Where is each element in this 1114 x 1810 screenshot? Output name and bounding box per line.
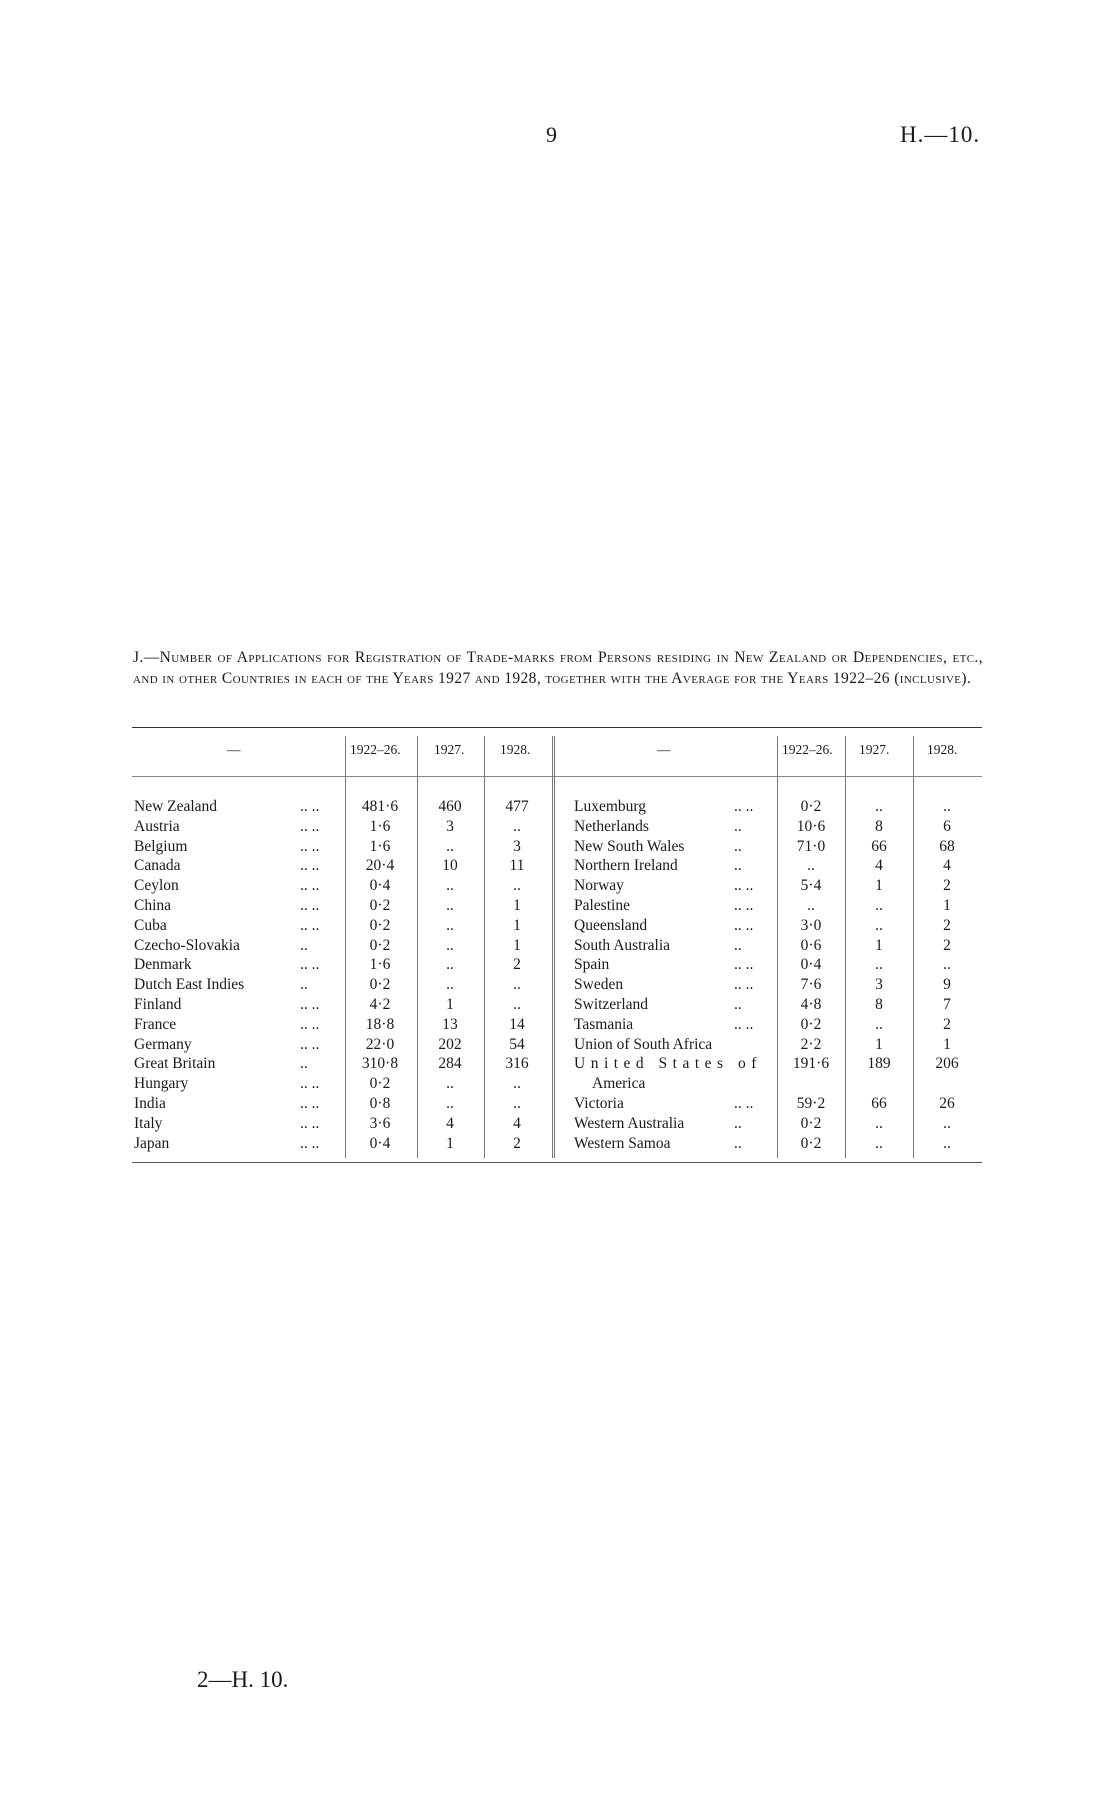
country-name: Belgium <box>134 837 188 855</box>
leader-dots: .. .. <box>734 1095 754 1112</box>
value-cell: .. <box>875 1114 883 1132</box>
leader-dots: .. .. <box>300 1015 320 1033</box>
country-name: Northern Ireland <box>574 857 678 875</box>
value-cell: .. <box>943 956 951 974</box>
country-name: Ceylon <box>134 877 179 895</box>
value-cell: .. <box>446 956 454 974</box>
leader-dots: .. <box>734 1114 742 1132</box>
value-cell: .. <box>446 1095 454 1112</box>
value-cell: 66 <box>871 837 887 855</box>
leader-dots: .. .. <box>734 916 754 934</box>
value-cell: 68 <box>939 837 955 855</box>
value-cell: 1 <box>446 996 454 1013</box>
value-cell: 2 <box>513 956 521 974</box>
value-cell: 1 <box>943 1035 951 1053</box>
leader-dots: .. .. <box>734 976 754 994</box>
value-cell: .. <box>446 916 454 934</box>
value-cell: 0·4 <box>800 956 822 974</box>
country-name: Italy <box>134 1114 163 1132</box>
country-name: Switzerland <box>574 996 649 1013</box>
header-left-1928: 1928. <box>500 742 531 757</box>
value-cell: .. <box>513 817 521 835</box>
leader-dots: .. .. <box>300 996 320 1013</box>
value-cell: 59·2 <box>796 1095 826 1112</box>
value-cell: 1 <box>513 916 521 934</box>
value-cell: 8 <box>875 996 883 1013</box>
value-cell: .. <box>943 798 951 815</box>
value-cell: 0·2 <box>369 897 391 914</box>
country-name: Netherlands <box>574 817 649 835</box>
country-name: India <box>134 1095 166 1112</box>
value-cell: 191·6 <box>792 1055 830 1073</box>
value-cell: 0·2 <box>800 1134 822 1152</box>
country-name: Victoria <box>574 1095 624 1112</box>
value-cell: 1·6 <box>369 837 391 855</box>
value-cell: 10·6 <box>796 817 826 835</box>
value-cell: 3·6 <box>369 1114 391 1132</box>
value-cell: 310·8 <box>361 1055 399 1073</box>
leader-dots: .. .. <box>300 798 320 815</box>
country-name: Cuba <box>134 916 167 934</box>
value-cell: 4 <box>943 857 951 875</box>
leader-dots: .. .. <box>734 877 754 895</box>
country-name: Denmark <box>134 956 192 974</box>
country-name: Germany <box>134 1035 192 1053</box>
value-cell: 7 <box>943 996 951 1013</box>
value-cell: 7·6 <box>800 976 822 994</box>
value-cell: 10 <box>442 857 458 875</box>
value-cell: .. <box>513 1075 521 1093</box>
leader-dots: .. .. <box>734 956 754 974</box>
value-cell: 0·6 <box>800 936 822 954</box>
value-cell: 2·2 <box>800 1035 822 1053</box>
value-cell: 22·0 <box>365 1035 395 1053</box>
country-name: Austria <box>134 817 180 835</box>
value-cell: 3 <box>875 976 883 994</box>
value-cell: 2 <box>943 1015 951 1033</box>
value-cell: .. <box>875 956 883 974</box>
leader-dots: .. .. <box>300 916 320 934</box>
country-name: Finland <box>134 996 182 1013</box>
value-cell: 3·0 <box>800 916 822 934</box>
value-cell: .. <box>446 897 454 914</box>
value-cell: 6 <box>943 817 951 835</box>
leader-dots: .. .. <box>300 1035 320 1053</box>
value-cell: 8 <box>875 817 883 835</box>
leader-dots: .. .. <box>300 1114 320 1132</box>
leader-dots: .. .. <box>734 798 754 815</box>
value-cell: 26 <box>939 1095 955 1112</box>
leader-dots: .. <box>734 936 742 954</box>
header-left-label: — <box>227 742 241 757</box>
value-cell: 4 <box>513 1114 521 1132</box>
leader-dots: .. .. <box>300 956 320 974</box>
leader-dots: .. <box>734 837 742 855</box>
country-name: Queensland <box>574 916 648 934</box>
value-cell: .. <box>513 1095 521 1112</box>
country-name: United States of <box>574 1055 762 1073</box>
value-cell: 4·2 <box>369 996 391 1013</box>
value-cell: 0·2 <box>369 1075 391 1093</box>
country-name: Norway <box>574 877 624 895</box>
value-cell: 477 <box>505 798 529 815</box>
value-cell: 316 <box>505 1055 529 1073</box>
leader-dots: .. .. <box>300 897 320 914</box>
value-cell: 202 <box>438 1035 462 1053</box>
value-cell: 4 <box>446 1114 454 1132</box>
header-right-1928: 1928. <box>927 742 958 757</box>
value-cell: 206 <box>935 1055 959 1073</box>
leader-dots: .. .. <box>300 877 320 895</box>
country-name: Spain <box>574 956 610 974</box>
leader-dots: .. <box>734 817 742 835</box>
value-cell: 2 <box>943 916 951 934</box>
value-cell: 1·6 <box>369 817 391 835</box>
value-cell: 18·8 <box>365 1015 395 1033</box>
table-title: J.—Number of Applications for Registration of Trade-marks from Persons residing in New Zealand or Dependencies, etc., and in other Countries in each of the Years 1927 and 1928, together with the Average for the Years 1922–26 (inclusive). <box>133 649 983 687</box>
value-cell: .. <box>875 1134 883 1152</box>
country-name: China <box>134 897 172 914</box>
country-name: Tasmania <box>574 1015 634 1033</box>
value-cell: 1 <box>943 897 951 914</box>
country-name: South Australia <box>574 936 671 954</box>
value-cell: 0·2 <box>800 1015 822 1033</box>
value-cell: .. <box>943 1114 951 1132</box>
country-name: Sweden <box>574 976 624 994</box>
value-cell: 1 <box>513 936 521 954</box>
value-cell: 2 <box>943 877 951 895</box>
value-cell: 0·8 <box>369 1095 391 1112</box>
value-cell: 4·8 <box>800 996 822 1013</box>
country-name: Western Australia <box>574 1114 685 1132</box>
country-name: Western Samoa <box>574 1134 671 1152</box>
leader-dots: .. .. <box>300 1134 320 1152</box>
leader-dots: .. .. <box>300 857 320 875</box>
value-cell: 481·6 <box>361 798 399 815</box>
value-cell: 9 <box>943 976 951 994</box>
header-left-1927: 1927. <box>434 742 465 757</box>
value-cell: 71·0 <box>796 837 826 855</box>
leader-dots: .. .. <box>734 897 754 914</box>
value-cell: 4 <box>875 857 883 875</box>
value-cell: .. <box>446 936 454 954</box>
country-name: Luxemburg <box>574 798 647 815</box>
value-cell: 460 <box>438 798 462 815</box>
value-cell: 3 <box>513 837 521 855</box>
value-cell: .. <box>875 916 883 934</box>
value-cell: .. <box>446 976 454 994</box>
value-cell: 0·2 <box>800 1114 822 1132</box>
country-name: Great Britain <box>134 1055 216 1073</box>
value-cell: .. <box>446 1075 454 1093</box>
value-cell: 3 <box>446 817 454 835</box>
leader-dots: .. <box>734 996 742 1013</box>
header-right-1927: 1927. <box>859 742 890 757</box>
document-code: H.—10. <box>900 122 981 147</box>
country-name: France <box>134 1015 177 1033</box>
value-cell: 0·2 <box>800 798 822 815</box>
value-cell: .. <box>513 996 521 1013</box>
header-right-1922-26: 1922–26. <box>782 742 833 757</box>
value-cell: 1·6 <box>369 956 391 974</box>
value-cell: 0·2 <box>369 936 391 954</box>
value-cell: 54 <box>509 1035 525 1053</box>
country-name: Palestine <box>574 897 630 914</box>
leader-dots: .. <box>734 857 742 875</box>
country-name: New South Wales <box>574 837 685 855</box>
statistics-table <box>132 727 982 1163</box>
value-cell: .. <box>807 857 815 875</box>
leader-dots: .. <box>300 976 308 994</box>
value-cell: 13 <box>442 1015 458 1033</box>
leader-dots: .. .. <box>300 817 320 835</box>
value-cell: .. <box>943 1134 951 1152</box>
value-cell: .. <box>875 897 883 914</box>
value-cell: 2 <box>513 1134 521 1152</box>
country-name: Union of South Africa <box>574 1035 713 1053</box>
value-cell: 0·2 <box>369 916 391 934</box>
value-cell: 2 <box>943 936 951 954</box>
country-name: Hungary <box>134 1075 189 1093</box>
value-cell: .. <box>513 877 521 895</box>
column-divider <box>552 736 555 1158</box>
value-cell: 1 <box>446 1134 454 1152</box>
leader-dots: .. .. <box>734 1015 754 1033</box>
value-cell: 5·4 <box>800 877 822 895</box>
leader-dots: .. .. <box>300 1095 320 1112</box>
leader-dots: .. .. <box>300 837 320 855</box>
country-name: Japan <box>134 1134 170 1152</box>
header-rule <box>132 776 982 777</box>
country-name: New Zealand <box>134 798 218 815</box>
value-cell: 14 <box>509 1015 525 1033</box>
leader-dots: .. .. <box>300 1075 320 1093</box>
country-name: Dutch East Indies <box>134 976 245 994</box>
page-number: 9 <box>546 122 557 147</box>
value-cell: 0·2 <box>369 976 391 994</box>
value-cell: 0·4 <box>369 1134 391 1152</box>
country-name: America <box>592 1075 646 1093</box>
value-cell: 284 <box>438 1055 462 1073</box>
value-cell: 1 <box>513 897 521 914</box>
value-cell: .. <box>446 877 454 895</box>
value-cell: .. <box>513 976 521 994</box>
leader-dots: .. <box>734 1134 742 1152</box>
value-cell: 1 <box>875 936 883 954</box>
value-cell: 0·4 <box>369 877 391 895</box>
country-name: Czecho-Slovakia <box>134 936 240 954</box>
value-cell: .. <box>875 798 883 815</box>
header-right-label: — <box>657 742 671 757</box>
leader-dots: .. <box>300 936 308 954</box>
leader-dots: .. <box>300 1055 308 1073</box>
country-name: Canada <box>134 857 181 875</box>
value-cell: 1 <box>875 1035 883 1053</box>
value-cell: 20·4 <box>365 857 395 875</box>
value-cell: 66 <box>871 1095 887 1112</box>
value-cell: 11 <box>509 857 525 875</box>
value-cell: 189 <box>867 1055 891 1073</box>
header-left-1922-26: 1922–26. <box>350 742 401 757</box>
value-cell: .. <box>875 1015 883 1033</box>
value-cell: 1 <box>875 877 883 895</box>
footer-signature: 2—H. 10. <box>197 1667 289 1692</box>
value-cell: .. <box>807 897 815 914</box>
value-cell: .. <box>446 837 454 855</box>
